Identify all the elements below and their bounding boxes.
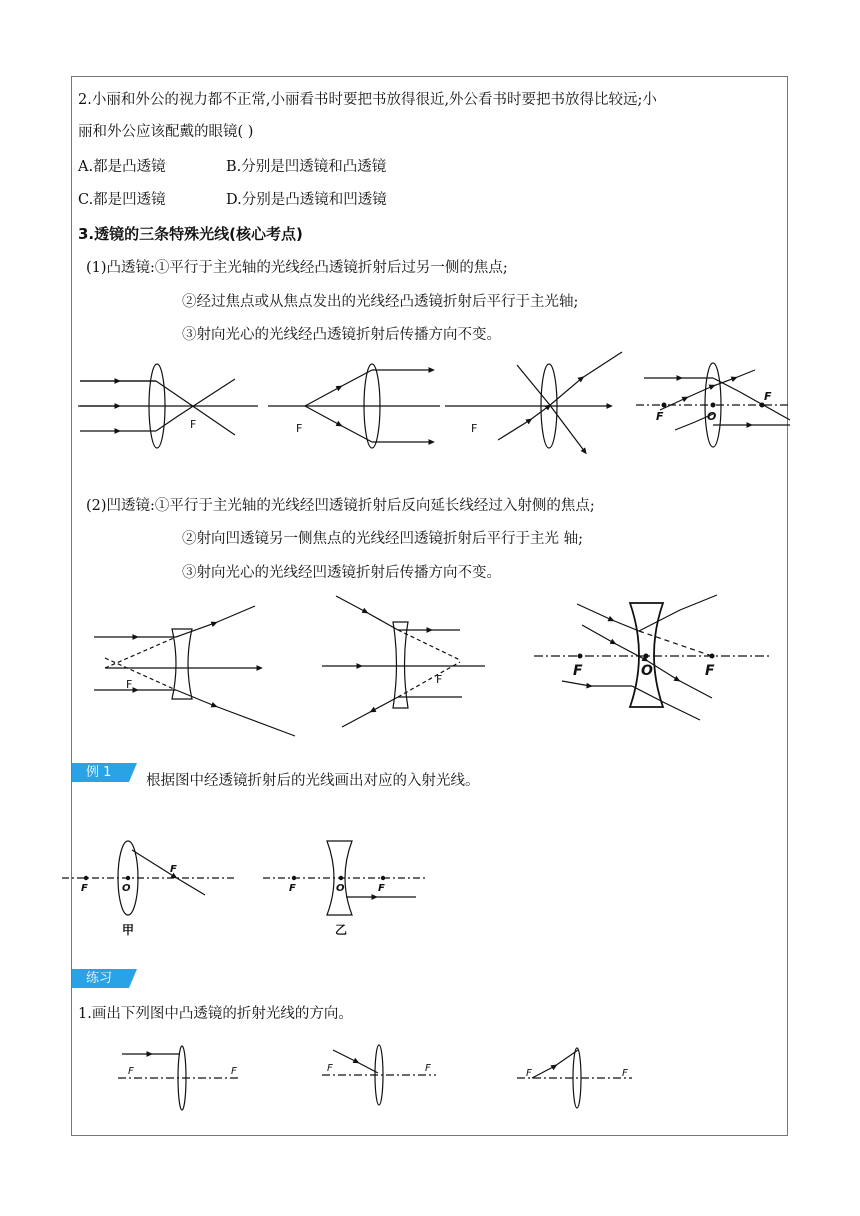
concave2-f-label: F <box>436 673 443 686</box>
convex-rule-1: (1)凸透镜:①平行于主光轴的光线经凸透镜折射后过另一侧的焦点; <box>86 260 508 276</box>
convex4-f-left: F <box>656 410 664 423</box>
q2-stem-line2: 丽和外公应该配戴的眼镜( ) <box>78 124 254 140</box>
concave-rule-1: (2)凹透镜:①平行于主光轴的光线经凹透镜折射后反向延长线经过入射侧的焦点; <box>86 498 595 514</box>
p2-f-right: F <box>425 1063 431 1074</box>
diagram-jia-label: 甲 <box>122 923 135 937</box>
q2-option-d: D.分别是凸透镜和凹透镜 <box>226 192 387 208</box>
convex2-f-label: F <box>296 422 303 435</box>
p3-f-left: F <box>526 1068 532 1079</box>
convex4-f-right: F <box>764 390 772 403</box>
yi-f-left: F <box>289 883 296 894</box>
concave3-o-label: O <box>641 663 653 679</box>
p3-f-right: F <box>622 1068 628 1079</box>
practice-tag: 练习 <box>72 969 129 988</box>
concave3-f-left: F <box>573 663 583 679</box>
jia-o-label: O <box>122 883 131 894</box>
practice-q1: 1.画出下列图中凸透镜的折射光线的方向。 <box>78 1006 353 1022</box>
concave-rule-3: ③射向光心的光线经凹透镜折射后传播方向不变。 <box>182 565 501 581</box>
convex-rule-2: ②经过焦点或从焦点发出的光线经凸透镜折射后平行于主光轴; <box>182 294 579 310</box>
section3-heading: 3.透镜的三条特殊光线(核心考点) <box>78 225 303 243</box>
convex-rule-3: ③射向光心的光线经凸透镜折射后传播方向不变。 <box>182 327 501 343</box>
q2-option-a: A.都是凸透镜 <box>78 159 166 175</box>
convex1-f-label: F <box>190 418 197 431</box>
q2-option-c: C.都是凹透镜 <box>78 192 166 208</box>
yi-f-right: F <box>378 883 385 894</box>
convex4-o-label: O <box>707 410 717 423</box>
yi-o-label: O <box>336 883 345 894</box>
concave-rule-2: ②射向凹透镜另一侧焦点的光线经凹透镜折射后平行于主光 轴; <box>182 531 583 547</box>
jia-f-left: F <box>81 883 88 894</box>
p2-f-left: F <box>327 1063 333 1074</box>
example-tag: 例 1 <box>72 763 129 782</box>
concave3-f-right: F <box>705 663 715 679</box>
jia-f-right: F <box>170 864 177 875</box>
q2-stem-line1: 2.小丽和外公的视力都不正常,小丽看书时要把书放得很近,外公看书时要把书放得比较远;小 <box>78 92 657 108</box>
concave1-f-label: F <box>126 678 133 691</box>
p1-f-right: F <box>231 1066 237 1077</box>
example-text: 根据图中经透镜折射后的光线画出对应的入射光线。 <box>146 773 480 789</box>
p1-f-left: F <box>128 1066 134 1077</box>
q2-option-b: B.分别是凹透镜和凸透镜 <box>226 159 387 175</box>
convex3-f-label: F <box>471 422 478 435</box>
diagram-yi-label: 乙 <box>335 923 348 937</box>
